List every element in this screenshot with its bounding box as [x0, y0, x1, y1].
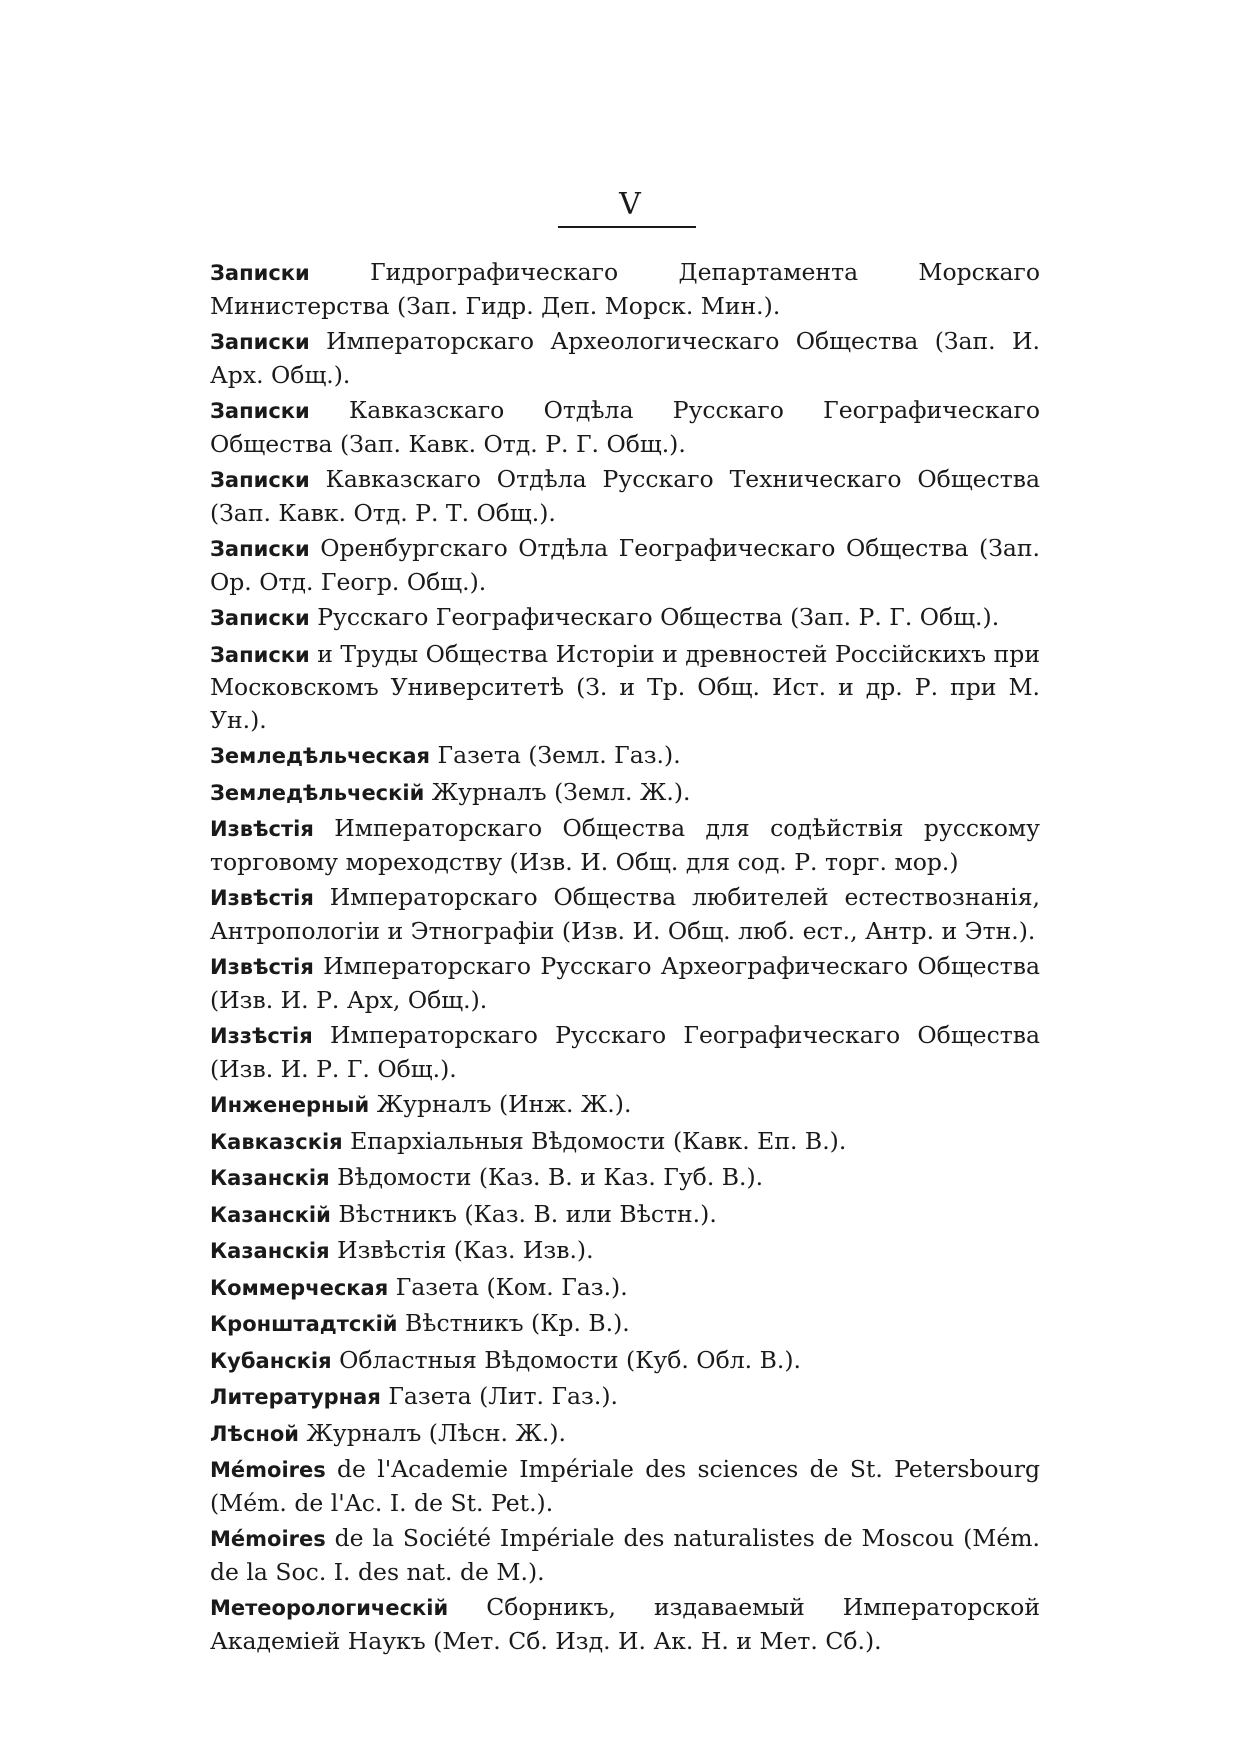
list-item	[210, 463, 1040, 529]
entry-description: Газета (Земл. Газ.).	[437, 741, 681, 769]
list-item	[210, 739, 1040, 773]
entry-title: Записки	[210, 468, 310, 492]
list-item	[210, 812, 1040, 878]
entry-description: de la Société Impériale des naturalistes de Moscou (Mém. de la Soc. I. des nat. de M.).	[210, 1524, 1040, 1586]
list-item	[210, 950, 1040, 1016]
list-item	[210, 1307, 1040, 1341]
list-item	[210, 1591, 1040, 1657]
entry-title: Казанскій	[210, 1202, 331, 1227]
entry-title: Казанскія	[210, 1166, 330, 1190]
list-item	[210, 532, 1040, 598]
entry-title: Записки	[210, 606, 310, 630]
entry-description: Императорскаго Русскаго Археографическаго Общества (Изв. И. Р. Арх, Общ.).	[210, 952, 1040, 1014]
entry-title: Казанскія	[210, 1239, 330, 1263]
entry-description: Кавказскаго Отдѣла Русскаго Географическаго Общества (Зап. Кавк. Отд. Р. Г. Общ.).	[210, 396, 1040, 458]
list-item	[210, 1088, 1040, 1122]
entry-title: Mémoires	[210, 1527, 326, 1551]
entry-title: Извѣстія	[210, 955, 314, 979]
entry-description: Епархіальныя Вѣдомости (Кавк. Еп. В.).	[350, 1126, 847, 1155]
list-item	[210, 1380, 1040, 1414]
entry-description: Журналъ (Лѣсн. Ж.).	[306, 1418, 567, 1447]
entry-title: Кубанскія	[210, 1348, 332, 1373]
entry-description: Оренбургскаго Отдѣла Географическаго Общества (Зап. Ор. Отд. Геогр. Общ.).	[210, 534, 1040, 596]
list-item	[210, 638, 1040, 737]
entry-title: Кронштадтскій	[210, 1312, 398, 1336]
list-item	[210, 1234, 1040, 1268]
entry-title: Кавказскія	[210, 1129, 343, 1154]
list-item	[210, 1417, 1040, 1451]
entry-description: Вѣдомости (Каз. В. и Каз. Губ. В.).	[337, 1163, 764, 1191]
entry-title: Земледѣльческая	[210, 744, 431, 768]
entry-title: Записки	[210, 330, 310, 354]
entry-title: Записки	[210, 642, 310, 667]
entry-description: Императорскаго Общества для содѣйствія русскому торговому мореходству (Изв. И. Общ. для сод. Р. торг. мор.)	[210, 814, 1040, 876]
list-item	[210, 1522, 1040, 1588]
entry-title: Земледѣльческій	[210, 780, 425, 805]
entry-title: Записки	[210, 399, 310, 423]
entry-description: Императорскаго Русскаго Географическаго Общества (Изв. И. Р. Г. Общ.).	[210, 1021, 1040, 1083]
entry-title: Инженерный	[210, 1093, 370, 1117]
list-item	[210, 1453, 1040, 1519]
list-item	[210, 1344, 1040, 1378]
entry-description: Журналъ (Земл. Ж.).	[431, 777, 691, 806]
entry-title: Лѣсной	[210, 1421, 299, 1446]
list-item	[210, 776, 1040, 810]
entry-description: Областныя Вѣдомости (Куб. Обл. В.).	[339, 1345, 801, 1374]
list-item	[210, 394, 1040, 460]
entry-description: Журналъ (Инж. Ж.).	[376, 1090, 632, 1118]
entry-description: Кавказскаго Отдѣла Русскаго Техническаго Общества (Зап. Кавк. Отд. Р. Т. Общ.).	[210, 465, 1040, 527]
page-number: V	[619, 187, 641, 222]
abbreviation-list	[210, 256, 1040, 1660]
entry-description: de l'Academie Impériale des sciences de St. Petersbourg (Mém. de l'Ac. I. de St. Pet.).	[210, 1455, 1040, 1517]
entry-description: Извѣстія (Каз. Изв.).	[337, 1236, 594, 1264]
entry-description: Сборникъ, издаваемый Императорской Академіей Наукъ (Мет. Сб. Изд. И. Ак. Н. и Мет. Сб.).	[210, 1593, 1040, 1655]
entry-title: Записки	[210, 537, 310, 561]
entry-title: Записки	[210, 261, 310, 285]
entry-description: Императорскаго Археологическаго Общества (Зап. И. Арх. Общ.).	[210, 327, 1040, 389]
entry-title: Коммерческая	[210, 1275, 389, 1300]
entry-title: Иззѣстія	[210, 1024, 313, 1048]
entry-description: Газета (Ком. Газ.).	[395, 1272, 628, 1301]
entry-description: и Труды Общества Исторіи и древностей Россійскихъ при Московскомъ Университетѣ (З. и Тр. Общ. Ист. и др. Р. при М. Ун.).	[210, 639, 1040, 734]
list-item	[210, 256, 1040, 322]
page-number-rule	[558, 226, 696, 228]
entry-title: Литературная	[210, 1385, 381, 1409]
entry-title: Извѣстія	[210, 886, 314, 910]
entry-title: Извѣстія	[210, 817, 314, 841]
entry-title: Mémoires	[210, 1458, 326, 1482]
entry-description: Газета (Лит. Газ.).	[388, 1382, 618, 1410]
list-item	[210, 1019, 1040, 1085]
list-item	[210, 1161, 1040, 1195]
entry-description: Императорскаго Общества любителей естествознанія, Антропологіи и Этнографіи (Изв. И. Общ. люб. ест., Антр. и Этн.).	[210, 883, 1040, 945]
entry-description: Гидрографическаго Департамента Морскаго Министерства (Зап. Гидр. Деп. Морск. Мин.).	[210, 258, 1040, 320]
list-item	[210, 1198, 1040, 1232]
list-item	[210, 325, 1040, 391]
entry-description: Русскаго Географическаго Общества (Зап. Р. Г. Общ.).	[317, 603, 1000, 631]
list-item	[210, 601, 1040, 635]
list-item	[210, 1271, 1040, 1305]
entry-title: Метеорологическій	[210, 1596, 449, 1620]
entry-description: Вѣстникъ (Каз. В. или Вѣстн.).	[338, 1199, 717, 1228]
list-item	[210, 881, 1040, 947]
list-item	[210, 1125, 1040, 1159]
entry-description: Вѣстникъ (Кр. В.).	[405, 1309, 630, 1337]
